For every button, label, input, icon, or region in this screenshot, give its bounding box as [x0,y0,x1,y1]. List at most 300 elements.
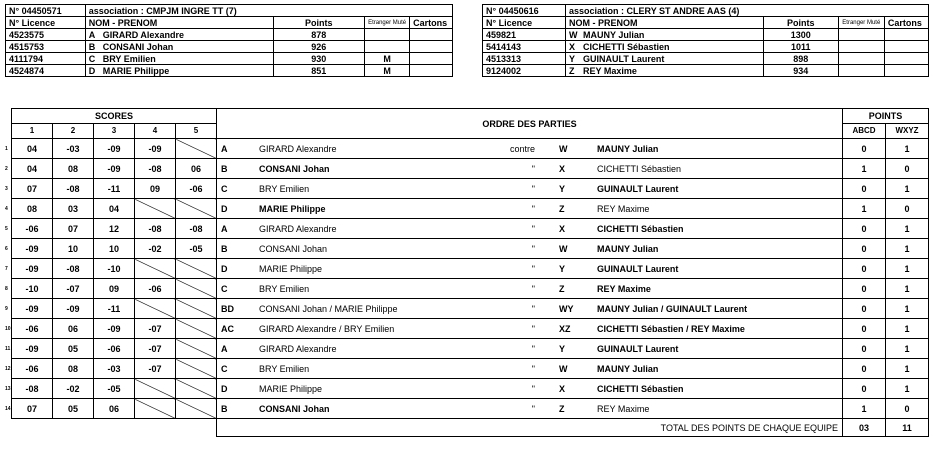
right-letter: Y [559,343,566,354]
set-score: -09 [53,299,94,319]
left-player-name: CONSANI Johan [259,243,328,254]
right-player-name: CICHETTI Sébastien [597,163,682,174]
match-order-cell [217,339,843,359]
match-order-cell [217,139,843,159]
scores-header: SCORES [12,109,217,124]
header-points: Points [763,17,838,29]
points-wxyz-header: WXYZ [886,124,929,139]
left-letter: A [221,223,228,234]
set-score: -07 [53,279,94,299]
player-row [6,29,453,41]
player-letter: W [569,29,578,40]
player-mute [365,41,410,53]
points-wxyz: 1 [886,279,929,299]
player-name: MARIE Philippe [102,65,170,76]
match-order-cell [217,279,843,299]
points-wxyz: 0 [886,199,929,219]
player-name: BRY Emilien [102,53,156,64]
left-player-name: BRY Emilien [259,363,310,374]
set-score: 09 [94,279,135,299]
set-score: 08 [53,159,94,179]
contre-label: " [531,283,535,294]
set-score: 12 [94,219,135,239]
set-score: 07 3 [12,179,53,199]
right-letter: X [559,163,566,174]
right-player-name: GUINAULT Laurent [597,183,679,194]
match-row [12,399,929,419]
set-header-5: 5 [176,124,217,139]
team-left-table [5,4,453,77]
contre-label: " [531,243,535,254]
right-player-name: MAUNY Julian [597,143,659,154]
right-player-name: CICHETTI Sébastien / REY Maxime [597,323,745,334]
set-score: -08 [135,219,176,239]
player-letter: C [88,53,96,64]
set-score: -09 [94,319,135,339]
player-licence: 4523575 [6,29,86,41]
player-row [483,53,929,65]
contre-label: " [531,263,535,274]
set-score [135,379,176,399]
points-abcd: 1 [843,199,886,219]
points-abcd-header: ABCD [843,124,886,139]
right-letter: Y [559,263,566,274]
player-points: 926 [273,41,365,53]
player-letter: D [88,65,96,76]
player-mute [838,65,884,77]
points-abcd: 0 [843,319,886,339]
player-letter: Z [569,65,575,76]
set-score: -08 [53,259,94,279]
player-mute [838,29,884,41]
points-abcd: 1 [843,399,886,419]
set-score: 04 2 [12,159,53,179]
player-row [483,41,929,53]
contre-label: contre [509,143,535,154]
set-score: 07 14 [12,399,53,419]
header-licence: N° Licence [6,17,86,29]
player-letter: Y [569,53,576,64]
set-score: -06 5 [12,219,53,239]
right-player-name: MAUNY Julian [597,243,659,254]
player-letter: B [88,41,96,52]
player-name-cell [566,29,764,41]
match-order-cell [217,159,843,179]
left-player-name: GIRARD Alexandre / BRY Emilien [259,323,395,334]
contre-label: " [531,323,535,334]
player-name-cell [85,41,273,53]
left-letter: C [221,183,228,194]
points-abcd: 0 [843,359,886,379]
player-points: 1011 [763,41,838,53]
contre-label: " [531,343,535,354]
player-name-cell [566,65,764,77]
match-number: 14 [5,405,11,412]
set-score: 08 4 [12,199,53,219]
set-score: -02 [135,239,176,259]
points-wxyz: 1 [886,359,929,379]
match-number: 1 [5,145,8,152]
contre-label: " [531,183,535,194]
points-wxyz: 0 [886,159,929,179]
team-left-association: association : CMPJM INGRE TT (7) [85,5,452,17]
player-name-cell [566,41,764,53]
match-order-cell [217,219,843,239]
set-score [176,199,217,219]
set-score: -07 [135,339,176,359]
set-score [176,359,217,379]
set-score [135,259,176,279]
set-score: -06 12 [12,359,53,379]
header-licence: N° Licence [483,17,566,29]
left-letter: C [221,363,228,374]
right-letter: Z [559,203,565,214]
player-cartons [410,65,453,77]
set-header-1: 1 [12,124,53,139]
player-points: 851 [273,65,365,77]
player-licence: 9124002 [483,65,566,77]
points-abcd: 0 [843,299,886,319]
set-score: 10 [53,239,94,259]
ordre-des-parties-header: ORDRE DES PARTIES [217,109,843,139]
set-score: 06 [94,399,135,419]
player-mute [838,53,884,65]
right-player-name: CICHETTI Sébastien [597,223,684,234]
match-row [12,139,929,159]
set-score: -08 [176,219,217,239]
set-score: -11 [94,179,135,199]
points-abcd: 0 [843,379,886,399]
player-points: 930 [273,53,365,65]
player-mute [365,29,410,41]
player-letter: X [569,41,576,52]
match-number: 9 [5,305,8,312]
match-number: 10 [5,325,11,332]
player-row [6,65,453,77]
set-score [176,399,217,419]
player-cartons [410,41,453,53]
left-letter: B [221,163,228,174]
match-order-cell [217,359,843,379]
set-score: -09 6 [12,239,53,259]
player-mute [838,41,884,53]
set-score: 08 [53,359,94,379]
left-letter: AC [221,323,234,334]
match-order-cell [217,199,843,219]
points-wxyz: 0 [886,399,929,419]
set-score: 07 [53,219,94,239]
set-score: -06 10 [12,319,53,339]
set-score [135,399,176,419]
set-header-4: 4 [135,124,176,139]
player-cartons [884,53,928,65]
left-letter: B [221,243,228,254]
player-name-cell [85,53,273,65]
match-row [12,299,929,319]
right-letter: W [559,143,568,154]
set-score: 06 [176,159,217,179]
points-abcd: 0 [843,239,886,259]
points-wxyz: 1 [886,219,929,239]
points-wxyz: 1 [886,139,929,159]
player-licence: 5414143 [483,41,566,53]
set-score [176,319,217,339]
right-player-name: MAUNY Julian [597,363,659,374]
left-letter: C [221,283,228,294]
points-abcd: 0 [843,259,886,279]
points-wxyz: 1 [886,379,929,399]
points-abcd: 0 [843,219,886,239]
player-name: MAUNY Julian [583,29,645,40]
left-player-name: CONSANI Johan / MARIE Philippe [259,303,398,314]
contre-label: " [531,203,535,214]
points-abcd: 0 [843,139,886,159]
set-score: -11 [94,299,135,319]
set-score [176,339,217,359]
right-letter: WY [559,303,574,314]
contre-label: " [531,403,535,414]
team-right-association: association : CLERY ST ANDRE AAS (4) [566,5,929,17]
player-name-cell [566,53,764,65]
left-player-name: GIRARD Alexandre [259,223,337,234]
player-name: CONSANI Johan [102,41,174,52]
set-score: -03 [94,359,135,379]
set-score: -08 13 [12,379,53,399]
header-cartons: Cartons [410,17,453,29]
player-licence: 4515753 [6,41,86,53]
left-player-name: CONSANI Johan [259,163,330,174]
player-name: GUINAULT Laurent [583,53,665,64]
contre-label: " [531,363,535,374]
header-nom: NOM - PRENOM [566,17,764,29]
points-wxyz: 1 [886,319,929,339]
set-score: -10 [94,259,135,279]
player-row [6,41,453,53]
match-order-cell [217,319,843,339]
points-wxyz: 1 [886,179,929,199]
match-number: 6 [5,245,8,252]
right-player-name: REY Maxime [597,403,650,414]
match-sheet-table [5,108,929,437]
match-row [12,259,929,279]
match-row [12,379,929,399]
set-score [135,199,176,219]
left-letter: D [221,263,228,274]
total-abcd: 03 [843,419,886,437]
left-player-name: BRY Emilien [259,283,310,294]
team-right-number: N° 04450616 [483,5,566,17]
match-row [12,359,929,379]
player-points: 898 [763,53,838,65]
right-player-name: CICHETTI Sébastien [597,383,684,394]
contre-label: " [531,223,535,234]
set-score: -03 [53,139,94,159]
match-row [12,179,929,199]
match-order-cell [217,259,843,279]
player-letter: A [88,29,96,40]
player-licence: 459821 [483,29,566,41]
header-etranger: Etranger Muté [365,17,410,29]
team-left-number: N° 04450571 [6,5,86,17]
left-player-name: MARIE Philippe [259,203,326,214]
match-row [12,159,929,179]
right-letter: X [559,383,566,394]
set-score: -08 [53,179,94,199]
player-cartons [884,29,928,41]
match-number: 2 [5,165,8,172]
set-score: -06 [94,339,135,359]
player-points: 934 [763,65,838,77]
set-score: -09 9 [12,299,53,319]
points-wxyz: 1 [886,259,929,279]
player-name: GIRARD Alexandre [102,29,184,40]
header-nom: NOM - PRENOM [85,17,273,29]
right-letter: X [559,223,566,234]
right-letter: XZ [559,323,571,334]
points-wxyz: 1 [886,339,929,359]
left-player-name: MARIE Philippe [259,263,323,274]
points-abcd: 0 [843,179,886,199]
left-letter: B [221,403,228,414]
match-number: 12 [5,365,11,372]
set-score: 04 1 [12,139,53,159]
header-cartons: Cartons [884,17,928,29]
set-header-3: 3 [94,124,135,139]
set-score [176,139,217,159]
set-score: -06 [176,179,217,199]
set-score [176,379,217,399]
contre-label: " [531,383,535,394]
player-name: CICHETTI Sébastien [583,41,670,52]
match-order-cell [217,399,843,419]
set-score: -06 [135,279,176,299]
total-wxyz: 11 [886,419,929,437]
set-score: -09 [94,159,135,179]
points-abcd: 1 [843,159,886,179]
player-name-cell [85,65,273,77]
player-points: 1300 [763,29,838,41]
set-score: -08 [135,159,176,179]
left-player-name: BRY Emilien [259,183,310,194]
set-score: -07 [135,359,176,379]
points-abcd: 0 [843,279,886,299]
set-score: -05 [94,379,135,399]
total-label: TOTAL DES POINTS DE CHAQUE EQUIPE [217,419,843,437]
left-player-name: MARIE Philippe [259,383,323,394]
set-score: 06 [53,319,94,339]
points-abcd: 0 [843,339,886,359]
team-right-table [482,4,929,77]
set-score [176,259,217,279]
set-score: -09 7 [12,259,53,279]
match-number: 3 [5,185,8,192]
contre-label: " [531,303,535,314]
set-score [176,279,217,299]
points-wxyz: 1 [886,299,929,319]
set-score [135,299,176,319]
match-number: 13 [5,385,11,392]
left-player-name: CONSANI Johan [259,403,330,414]
match-number: 4 [5,205,8,212]
set-score: 10 [94,239,135,259]
right-player-name: REY Maxime [597,203,650,214]
player-cartons [410,29,453,41]
left-letter: D [221,383,228,394]
right-letter: W [559,363,568,374]
set-score: 03 [53,199,94,219]
player-licence: 4524874 [6,65,86,77]
player-cartons [884,41,928,53]
match-number: 11 [5,345,11,352]
left-letter: A [221,143,228,154]
player-mute: M [365,53,410,65]
header-etranger: Etranger Muté [838,17,884,29]
player-row [483,29,929,41]
right-player-name: GUINAULT Laurent [597,263,679,274]
set-score: 05 [53,399,94,419]
set-score: 04 [94,199,135,219]
set-score: -09 11 [12,339,53,359]
left-letter: D [221,203,228,214]
player-row [483,65,929,77]
match-order-cell [217,379,843,399]
left-letter: BD [221,303,234,314]
match-row [12,219,929,239]
right-player-name: MAUNY Julian / GUINAULT Laurent [597,303,748,314]
set-score: -07 [135,319,176,339]
left-letter: A [221,343,228,354]
match-order-cell [217,179,843,199]
right-player-name: GUINAULT Laurent [597,343,679,354]
player-name-cell [85,29,273,41]
match-order-cell [217,239,843,259]
points-wxyz: 1 [886,239,929,259]
player-mute: M [365,65,410,77]
player-points: 878 [273,29,365,41]
left-player-name: GIRARD Alexandre [259,343,337,354]
match-row [12,239,929,259]
player-name: REY Maxime [583,65,637,76]
contre-label: " [531,163,535,174]
match-order-cell [217,299,843,319]
right-letter: Z [559,403,565,414]
left-player-name: GIRARD Alexandre [259,143,337,154]
match-number: 8 [5,285,8,292]
player-cartons [410,53,453,65]
set-score: -10 8 [12,279,53,299]
match-number: 7 [5,265,8,272]
set-score: -02 [53,379,94,399]
match-number: 5 [5,225,8,232]
right-letter: Y [559,183,566,194]
player-row [6,53,453,65]
set-score: -09 [94,139,135,159]
set-score: -09 [135,139,176,159]
player-licence: 4111794 [6,53,86,65]
player-cartons [884,65,928,77]
right-letter: W [559,243,568,254]
match-row [12,199,929,219]
match-row [12,319,929,339]
right-letter: Z [559,283,565,294]
points-header: POINTS [843,109,929,124]
match-row [12,339,929,359]
set-score: -05 [176,239,217,259]
right-player-name: REY Maxime [597,283,651,294]
header-points: Points [273,17,365,29]
set-score [176,299,217,319]
player-licence: 4513313 [483,53,566,65]
